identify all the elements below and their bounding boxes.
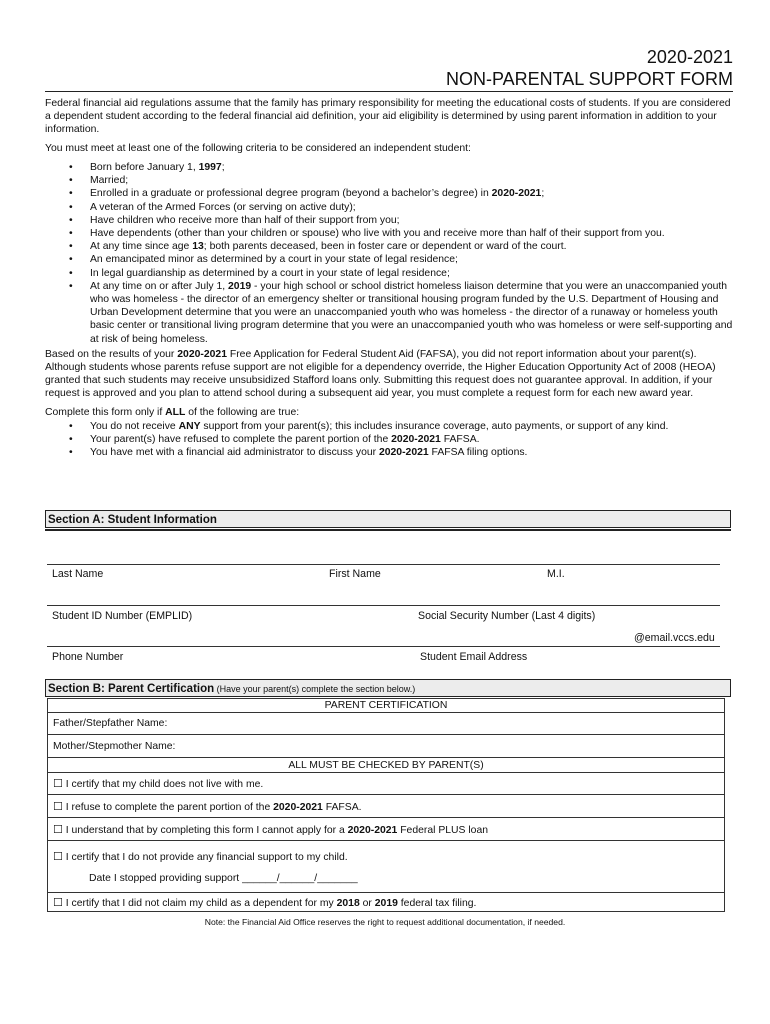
mother-name-field[interactable]: Mother/Stepmother Name:: [48, 735, 725, 758]
condition-item: • You have met with a financial aid administrator to discuss your 2020-2021 FAFSA filing options.: [90, 446, 733, 459]
criteria-item: • Have children who receive more than half of their support from you;: [90, 214, 733, 227]
checkbox-not-live[interactable]: ☐: [53, 777, 63, 790]
name-line[interactable]: [47, 564, 720, 565]
section-a-header: Section A: Student Information: [45, 510, 731, 528]
email-label: Student Email Address: [420, 651, 528, 663]
header-divider: [45, 91, 733, 92]
section-a-divider: [45, 529, 731, 531]
contact-line[interactable]: [47, 646, 720, 647]
checkbox-plus-loan[interactable]: ☐: [53, 822, 63, 836]
criteria-item: • Enrolled in a graduate or professional degree program (beyond a bachelor’s degree) in 2020-2021;: [90, 187, 733, 200]
student-id-label: Student ID Number (EMPLID): [52, 610, 193, 622]
section-b-header: Section B: Parent Certification (Have your parent(s) complete the section below.): [45, 679, 731, 697]
mi-label: M.I.: [547, 568, 565, 580]
form-title: NON-PARENTAL SUPPORT FORM: [445, 69, 733, 89]
conditions-lead: Complete this form only if ALL of the following are true:: [45, 406, 300, 418]
condition-item: • You do not receive ANY support from your parent(s); this includes insurance coverage, auto payments, or support of any kind.: [90, 420, 733, 433]
email-domain: @email.vccs.edu: [634, 632, 715, 644]
checkbox-no-support[interactable]: ☐: [53, 850, 63, 863]
cert-row: ☐ I refuse to complete the parent portion of the 2020-2021 FAFSA.: [48, 795, 725, 818]
criteria-item: • In legal guardianship as determined by a court in your state of legal residence;: [90, 267, 733, 280]
ssn-label: Social Security Number (Last 4 digits): [418, 610, 596, 622]
form-page: [45, 46, 733, 459]
cert-row: ☐ I certify that my child does not live with me.: [48, 773, 725, 795]
first-name-label: First Name: [329, 568, 381, 580]
cert-header: PARENT CERTIFICATION: [48, 699, 725, 713]
checkbox-tax-dependent[interactable]: ☐: [53, 895, 63, 909]
criteria-list: [45, 161, 733, 346]
checkbox-refuse-fafsa[interactable]: ☐: [53, 799, 63, 813]
all-checked-header: ALL MUST BE CHECKED BY PARENT(S): [48, 758, 725, 773]
form-year: 2020-2021: [646, 47, 733, 67]
cert-row: ☐ I certify that I do not provide any financial support to my child. Date I stopped providing support ______/______/_______: [48, 841, 725, 893]
cert-row: ☐ I certify that I did not claim my child as a dependent for my 2018 or 2019 federal tax filing.: [48, 893, 725, 912]
phone-label: Phone Number: [52, 651, 124, 663]
last-name-label: Last Name: [52, 568, 104, 580]
criteria-item: • Married;: [90, 174, 733, 187]
condition-item: • Your parent(s) have refused to complete the parent portion of the 2020-2021 FAFSA.: [90, 433, 733, 446]
criteria-item: • At any time since age 13; both parents deceased, been in foster care or dependent or ward of the court.: [90, 240, 733, 253]
footer-note: Note: the Financial Aid Office reserves the right to request additional documentation, if needed.: [204, 917, 566, 927]
date-stopped-field[interactable]: Date I stopped providing support ______/______/_______: [89, 873, 358, 884]
criteria-item: • At any time on or after July 1, 2019 - your high school or school district homeless liaison determine that you were an unaccompanied youth who was homeless - the director of an emergency shelter or transitional housing program funded by the U.S. Department of Housing and Urban Development determine that you were an unaccompanied youth who was homeless - the director of a runaway or homeless youth basic center or transitional living program determine that you were an unaccompanied youth who was homeless or were self-supporting and at risk of being homeless.: [90, 280, 733, 346]
criteria-item: • Have dependents (other than your children or spouse) who live with you and receive more than half of their support from you.: [90, 227, 733, 240]
criteria-item: • Born before January 1, 1997;: [90, 161, 733, 174]
criteria-item: • An emancipated minor as determined by a court in your state of legal residence;: [90, 253, 733, 266]
fafsa-paragraph: Based on the results of your 2020-2021 Free Application for Federal Student Aid (FAFSA), you did not report information about your parent(s). Although students whose parents refuse support are not eligible for a dependency override, the Higher Education Opportunity Act of 2008 (HEOA) granted that such students may receive unsubsidized Stafford loans only. Submitting this request does not guarantee approval. In addition, if your request is approved and you plan to attend school during a subsequent aid year, you must complete a request form for each new award year.: [45, 348, 716, 399]
father-name-field[interactable]: Father/Stepfather Name:: [48, 713, 725, 735]
id-line[interactable]: [47, 605, 720, 606]
parent-certification-table: [47, 698, 725, 912]
criteria-item: • A veteran of the Armed Forces (or serving on active duty);: [90, 201, 733, 214]
criteria-lead: You must meet at least one of the following criteria to be considered an independent student:: [45, 143, 471, 154]
cert-row: ☐ I understand that by completing this form I cannot apply for a 2020-2021 Federal PLUS loan: [48, 818, 725, 841]
intro-paragraph: Federal financial aid regulations assume that the family has primary responsibility for meeting the educational costs of students. If you are considered a dependent student according to the federal financial aid definition, your aid eligibility is determined by using parent information in addition to your information.: [45, 98, 731, 135]
conditions-list: [45, 420, 733, 460]
